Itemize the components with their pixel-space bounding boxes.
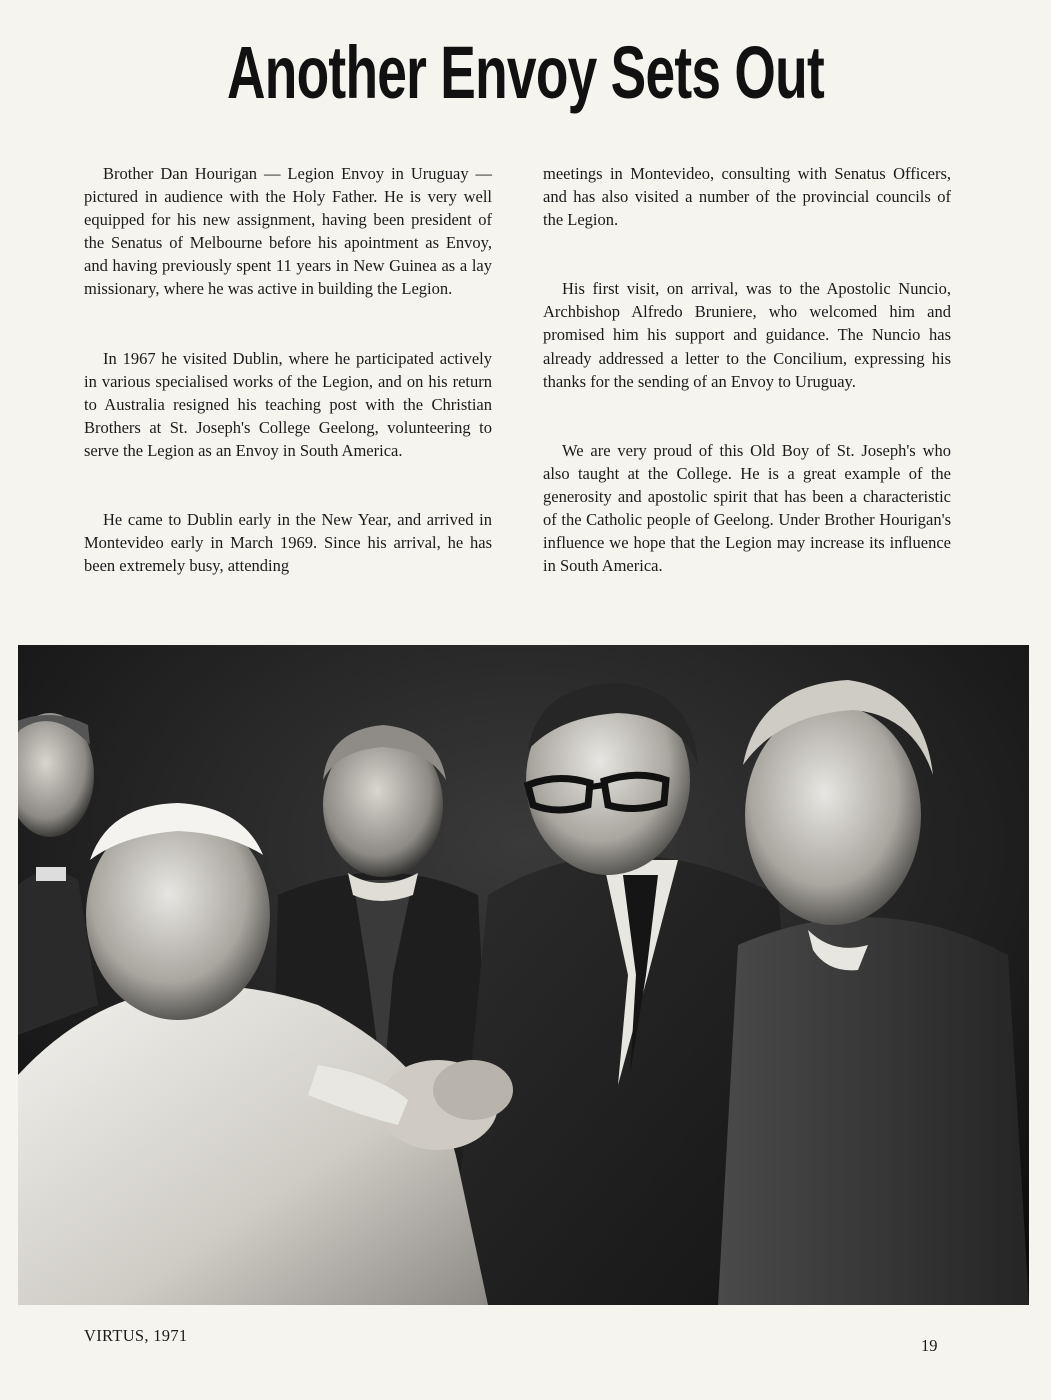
right-text-column [543,162,951,577]
paragraph: Brother Dan Hourigan — Legion Envoy in Uruguay — pictured in audience with the Holy Father. He is very well equipped for his new assignment, having been president of the Senatus of Melbourne before his apointment as Envoy, and having previously spent 11 years in New Guinea as a lay missionary, where he was active in building the Legion. [84,164,492,299]
paragraph: He came to Dublin early in the New Year, and arrived in Montevideo early in March 1969. Since his arrival, he has been extremely busy, attending [84,510,492,576]
paragraph: In 1967 he visited Dublin, where he participated actively in various specialised works of the Legion, and on his return to Australia resigned his teaching post with the Christian Brothers at St. Joseph's College Geelong, volunteering to serve the Legion as an Envoy in South America. [84,348,492,460]
paragraph: meetings in Montevideo, consulting with Senatus Officers, and has also visited a number of the provincial councils of the Legion. [543,164,951,230]
publication-footer: VIRTUS, 1971 [84,1326,188,1345]
left-text-column [84,162,492,577]
paragraph: We are very proud of this Old Boy of St. Joseph's who also taught at the College. He is a great example of the generosity and apostolic spirit that has been a characteristic of the Catholic people of Geelong. Under Brother Hourigan's influence we hope that the Legion may increase its influence in South America. [543,440,951,576]
audience-photograph [18,645,1029,1305]
page-title: Another Envoy Sets Out [227,31,824,114]
paragraph: His first visit, on arrival, was to the Apostolic Nuncio, Archbishop Alfredo Bruniere, who welcomed him and promised him his support and guidance. The Nuncio has already addressed a letter to the Concilium, expressing his thanks for the sending of an Envoy to Uruguay. [543,279,951,391]
page-number: 19 [921,1336,938,1355]
